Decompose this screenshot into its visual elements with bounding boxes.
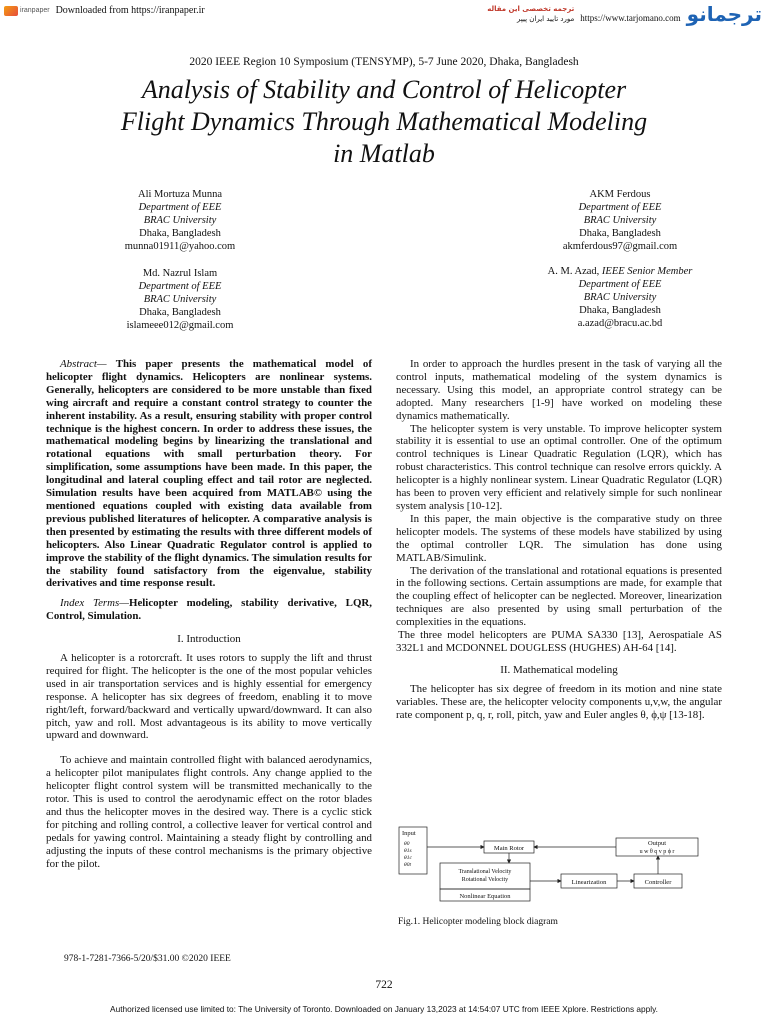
right-paragraph-4: The derivation of the translational and rotational equations is presented in the following sections. Certain assumptions are made, for example that the coupling effect of helicopter can be neglected. Moreover, linearization techniques are also presented by using small perturbation of the complexities in the equations. [396, 564, 722, 629]
top-bar-left [4, 5, 205, 16]
output-variables: u w θ q v p ϕ r [639, 849, 675, 855]
velocity-box [440, 863, 530, 889]
tarjomano-link[interactable]: https://www.tarjomano.com [580, 13, 681, 23]
conference-line: 2020 IEEE Region 10 Symposium (TENSYMP), 5-7 June 2020, Dhaka, Bangladesh [189, 56, 579, 68]
linearization-label: Linearization [571, 879, 607, 886]
section-heading-introduction: I. Introduction [177, 633, 241, 646]
nonlinear-equation-label: Nonlinear Equation [459, 893, 511, 900]
right-paragraph-2: The helicopter system is very unstable. To improve helicopter system stability it is essential to use an optimal controller. One of the optimum control techniques is Linear Quadratic Regulation (LQR), which has robust characteristics. This control technique can resolve errors quickly. A helicopter is a highly nonlinear system. Linear Quadratic Regulator (LQR) has been to proven very efficient and relatively simple for such nonlinear system analysis [10-12]. [396, 422, 722, 512]
index-terms: Index Terms—Helicopter modeling, stability derivative, LQR, Control, Simulation. [46, 597, 373, 623]
abstract: Abstract— This paper presents the mathematical model of helicopter flight dynamics. Helicopters are nonlinear systems. Generally, helicopters are considered to be more unstable than fixed wing aircraft and require a constant control strategy to counter the inherent instability. As a result, ensuring stability with proper control technique is the highest concern. In order to address these issues, the mathematical modeling begins by linearizing the translational and rotational equations with small perturbation theory. For simplification, some assumptions have been made. In this paper, the longitudinal and lateral coupling effect and tail rotor are neglected. Simulation results have been acquired from MATLAB© using the mentioned equations coupled with existing data available from previous published literatures of helicopter. A comparative analysis is then presented by estimating the results with three different models of helicopters. Also Linear Quadratic Regulator control is applied to improve the stability of the flight dynamics. The simulation results for the stability found satisfactory from the eigenvalue, stability derivatives and time response result. [46, 358, 372, 590]
right-paragraph-5: The three model helicopters are PUMA SA330 [13], Aerospatiale AS 332L1 and MCDONNEL DOUGLESS (HUGHES) AH-64 [14]. [396, 629, 722, 654]
right-paragraph-3: In this paper, the main objective is the comparative study on three helicopter models. The systems of these models have stabilized by using the optimal controller LQR. The simulation has done using MATLAB/Simulink. [396, 512, 722, 564]
author-email[interactable]: akmferdous97@gmail.com [562, 241, 678, 252]
section-heading-modeling: II. Mathematical modeling [500, 663, 618, 676]
input-theta0: θ0 [404, 841, 410, 847]
output-label: Output [647, 840, 667, 847]
intro-paragraph-1: A helicopter is a rotorcraft. It uses rotors to supply the lift and thrust required for flight. The helicopter is the one of the most popular vehicles used in air transportation services and is highly essential for emergency response. A helicopter has six degrees of freedom, enabling it to move right/left, forward/backward and vertically upward/downward. It can also pitch, yaw and roll. Most advantageous is its ability to move vertically upward and downward. [46, 652, 372, 742]
figure-caption: Fig.1. Helicopter modeling block diagram [398, 917, 558, 927]
author-block-4: A. M. Azad, IEEE Senior Member Department of EEE BRAC University Dhaka, Bangladesh a.azad@bracu.ac.bd [490, 265, 750, 330]
input-theta1s: θ1s [404, 848, 412, 854]
tarjomano-logo-icon[interactable]: ترجمانو [686, 2, 762, 26]
copyright-line: 978-1-7281-7366-5/20/$31.00 ©2020 IEEE [64, 954, 231, 964]
left-column [46, 358, 372, 871]
license-notice: Authorized licensed use limited to: The University of Toronto. Downloaded on January 13,2023 at 14:54:07 UTC from IEEE Xplore. Restrictions apply. [110, 1004, 658, 1014]
iranpaper-logo-icon[interactable]: iranpaper [4, 6, 50, 16]
author-block-2: Md. Nazrul Islam Department of EEE BRAC University Dhaka, Bangladesh islameee012@gmail.com [90, 267, 270, 332]
author-email[interactable]: munna01911@yahoo.com [124, 241, 236, 252]
input-label: Input [402, 830, 416, 837]
translational-velocity-label: Translational Velocity [458, 869, 512, 875]
page-number: 722 [375, 979, 393, 991]
downloaded-from-link[interactable]: Downloaded from https://iranpaper.ir [55, 5, 205, 16]
author-email[interactable]: islameee012@gmail.com [126, 320, 234, 331]
author-email[interactable]: a.azad@bracu.ac.bd [577, 318, 663, 329]
author-block-3: AKM Ferdous Department of EEE BRAC University Dhaka, Bangladesh akmferdous97@gmail.com [510, 188, 730, 253]
tarjomano-subtagline: مورد تایید ایران پیپر [517, 15, 575, 23]
modeling-paragraph: The helicopter has six degree of freedom in its motion and nine state variables. These are, the helicopter velocity components u,v,w, the angular rate component p, q, r, roll, pitch, yaw and Euler angles θ, ϕ,ψ [13-18]. [396, 682, 722, 721]
intro-paragraph-2: To achieve and maintain controlled flight with balanced aerodynamics, a helicopter pilot manipulates flight controls. Any change applied to the helicopter flight control system will be transmitted mechanically to the rotor. This is used to control the aerodynamic effect on the rotor blades and thus the helicopter moves in the desired way. There is a cyclic stick for pitching and rolling control, a collective leaver for vertical control and pedals for yawing control. Maintaining a steady flight by controlling and adjusting the inputs of these control mechanisms is the primary objective for the pilot. [46, 754, 372, 870]
main-rotor-label: Main Rotor [493, 845, 525, 852]
block-diagram [398, 826, 702, 910]
input-theta1c: θ1c [404, 855, 412, 861]
author-block-1: Ali Mortuza Munna Department of EEE BRAC University Dhaka, Bangladesh munna01911@yahoo.com [90, 188, 270, 253]
paper-title: Analysis of Stability and Control of Helicopter Flight Dynamics Through Mathematical Modeling in Matlab [120, 75, 648, 168]
input-theta0t: θ0t [404, 862, 411, 868]
controller-label: Controller [644, 879, 672, 886]
tarjomano-tagline: ترجمه تخصصی این مقاله [487, 5, 575, 13]
top-bar-right [487, 2, 762, 26]
right-paragraph-1: In order to approach the hurdles present in the task of varying all the control inputs, mathematical modeling of the system dynamics is necessary. Using this model, an appropriate control strategy can be adopted. Many researchers [1-9] have worked on modeling these dynamics mathematically. [396, 358, 722, 422]
rotational-velocity-label: Rotational Velocity [461, 877, 509, 883]
right-column [396, 358, 722, 721]
